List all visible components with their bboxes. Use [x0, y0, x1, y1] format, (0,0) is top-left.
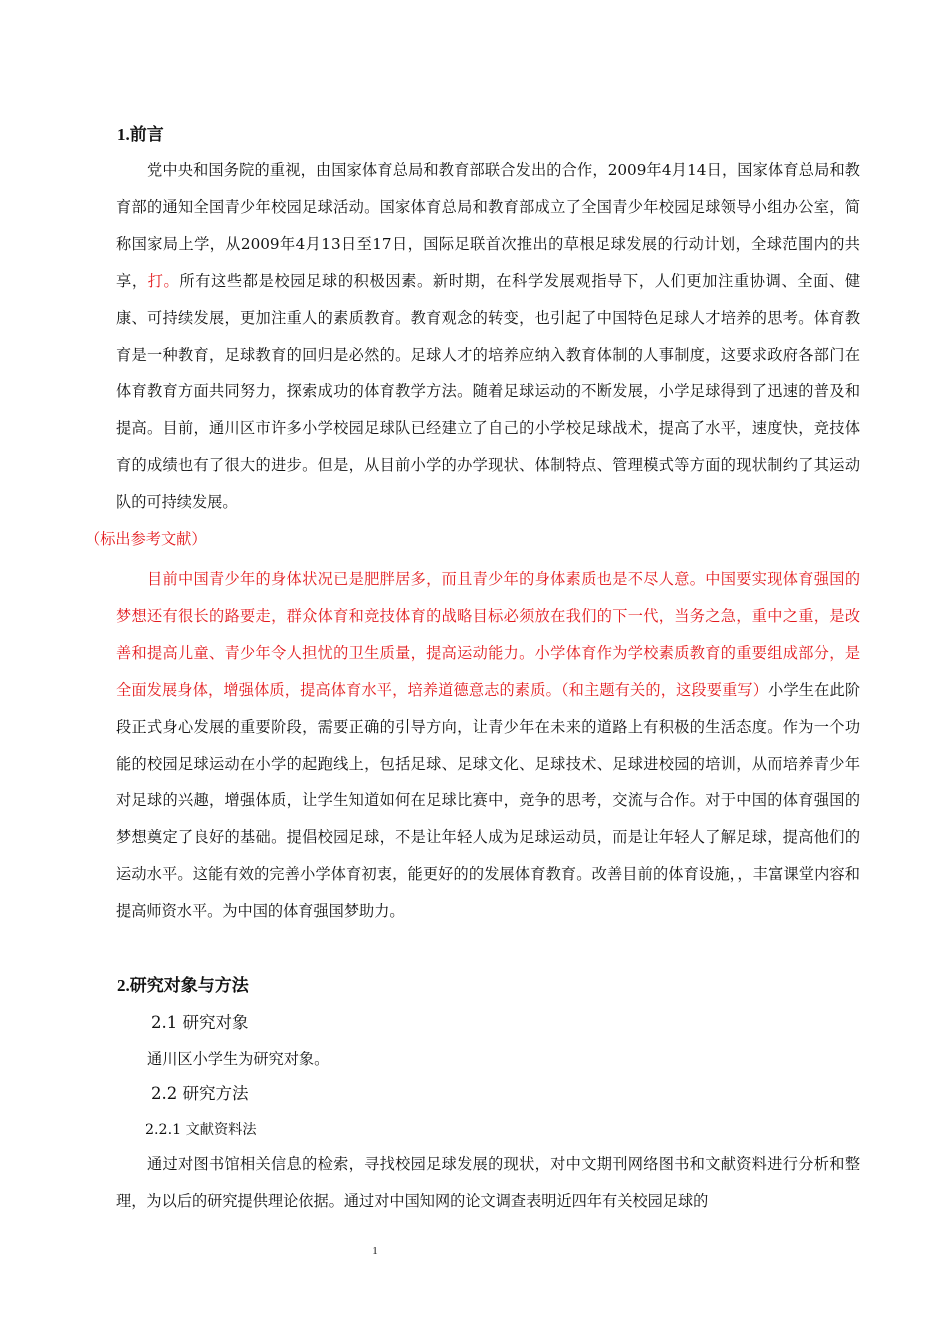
section-heading-intro: 1.前言 — [117, 125, 164, 144]
section-heading-methods: 2.研究对象与方法 — [117, 976, 249, 995]
intro-paragraph-1 — [85, 152, 860, 558]
subheading-2-2-1: 2.2.1 文献资料法 — [145, 1122, 257, 1138]
intro-p2-text: 小学生在此阶段正式身心发展的重要阶段，需要正确的引导方向，让青少年在未来的道路上有积极的生活态度。作为一个功能的校园足球运动在小学的起跑线上，包括足球、足球文化、足球技术、足球进校园的培训，从而培养青少年对足球的兴趣，增强体质，让学生知道如何在足球比赛中，竞争的思考，交流与合作。对于中国的体育强国的梦想奠定了良好的基础。提倡校园足球，不是让年轻人成为足球运动员，而是让年轻人了解足球，提高他们的运动水平。这能有效的完善小学体育初衷，能更好的的发展体育教育。改善目前的体育设施，，丰富课堂内容和提高师资水平。为中国的体育强国梦助力。 — [116, 680, 861, 921]
intro-text-b: 所有这些都是校园足球的积极因素。新时期，在科学发展观指导下，人们更加注重协调、全面、健康、可持续发展，更加注重人的素质教育。教育观念的转变，也引起了中国特色足球人才培养的思考。体育教育是一种教育，足球教育的回归是必然的。足球人才的培养应纳入教育体制的人事制度，这要求政府各部门在体育教育方面共同努力，探索成功的体育教学方法。随着足球运动的不断发展，小学足球得到了迅速的普及和提高。目前，通川区市许多小学校园足球队已经建立了自己的小学校足球战术，提高了水平，速度快，竞技体育的成绩也有了很大的进步。但是，从目前小学的办学现状、体制特点、管理模式等方面的现状制约了其运动队的可持续发展。 — [116, 271, 860, 512]
literature-method-paragraph: 通过对图书馆相关信息的检索，寻找校园足球发展的现状，对中文期刊网络图书和文献资料进行分析和整理，为以后的研究提供理论依据。通过对中国知网的论文调查表明近四年有关校园足球的 — [116, 1155, 860, 1210]
subheading-2-1: 2.1 研究对象 — [151, 1013, 249, 1032]
intro-text-red: 打。 — [147, 271, 180, 290]
page-number: 1 — [372, 1245, 378, 1257]
intro-paragraph-2 — [116, 561, 860, 930]
subheading-2-2: 2.2 研究方法 — [151, 1084, 249, 1103]
reference-note: （标出参考文献） — [85, 530, 207, 549]
intro-p2-red: 目前中国青少年的身体状况已是肥胖居多，而且青少年的身体素质也是不尽人意。中国要实现体育强国的梦想还有很长的路要走，群众体育和竞技体育的战略目标必须放在我们的下一代，当务之急，重中之重，是改善和提高儿童、青少年令人担忧的卫生质量，提高运动能力。小学体育作为学校素质教育的重要组成部分，是全面发展身体，增强体质，提高体育水平，培养道德意志的素质。（和主题有关的，这段要重写） — [116, 570, 860, 699]
subject-text: 通川区小学生为研究对象。 — [147, 1050, 330, 1068]
intro-text-a: 党中央和国务院的重视，由国家体育总局和教育部联合发出的合作，2009年4月14日，国家体育总局和教育部的通知全国青少年校园足球活动。国家体育总局和教育部成立了全国青少年校园足球领导小组办公室，简称国家局上学，从2009年4月13日至17日，国际足联首次推出的草根足球发展的行动计划，全球范围内的共享， — [116, 161, 860, 290]
